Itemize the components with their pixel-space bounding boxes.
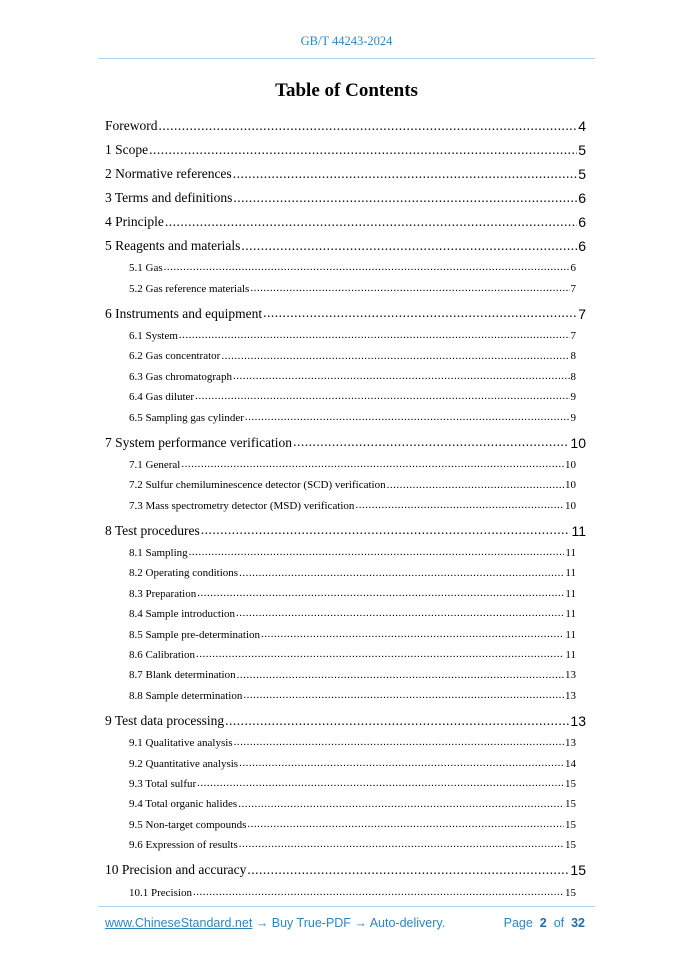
- dot-leader: [159, 119, 578, 139]
- dot-leader: [238, 799, 564, 815]
- toc-entry[interactable]: [105, 709, 586, 733]
- toc-entry-page: 6: [578, 190, 586, 206]
- dot-leader: [149, 143, 577, 163]
- header-divider: [98, 58, 595, 59]
- toc-entry[interactable]: [129, 475, 576, 495]
- dot-leader: [261, 629, 564, 645]
- toc-entry[interactable]: [129, 665, 576, 685]
- toc-entry[interactable]: [105, 186, 586, 210]
- toc-entry[interactable]: [105, 138, 586, 162]
- toc-entry-label: 7 System performance verification: [105, 434, 293, 450]
- toc-entry[interactable]: [105, 858, 586, 882]
- toc-entry[interactable]: [129, 794, 576, 814]
- table-of-contents: [105, 114, 586, 903]
- toc-entry[interactable]: [129, 624, 576, 644]
- toc-entry-label: 9.1 Qualitative analysis: [129, 737, 233, 750]
- toc-entry-label: 8.6 Calibration: [129, 649, 195, 662]
- dot-leader: [193, 887, 564, 903]
- website-link[interactable]: www.ChineseStandard.net: [105, 916, 253, 930]
- toc-entry-page: 13: [565, 669, 576, 682]
- dot-leader: [164, 262, 570, 278]
- toc-entry[interactable]: [129, 346, 576, 366]
- dot-leader: [233, 167, 578, 187]
- toc-entry-page: 5: [578, 142, 586, 158]
- dot-leader: [293, 435, 569, 455]
- toc-entry-page: 11: [565, 587, 576, 600]
- dot-leader: [387, 480, 564, 496]
- dot-leader: [234, 737, 564, 753]
- toc-entry-label: 6.1 System: [129, 329, 178, 342]
- dot-leader: [245, 412, 570, 428]
- dot-leader: [197, 778, 564, 794]
- toc-entry-label: 2 Normative references: [105, 166, 232, 181]
- toc-entry[interactable]: [129, 733, 576, 753]
- toc-entry-label: 9 Test data processing: [105, 713, 225, 729]
- toc-entry[interactable]: [129, 835, 576, 855]
- toc-entry-label: 7.2 Sulfur chemiluminescence detector (SCD) verification: [129, 479, 386, 492]
- toc-entry[interactable]: [129, 815, 576, 835]
- toc-entry-page: 11: [565, 547, 576, 560]
- toc-entry[interactable]: [129, 278, 576, 298]
- toc-entry[interactable]: [105, 431, 586, 455]
- toc-entry-page: 14: [565, 757, 576, 770]
- dot-leader: [241, 239, 577, 259]
- dot-leader: [239, 839, 564, 855]
- toc-entry-page: 13: [570, 713, 586, 730]
- toc-entry-page: 7: [578, 305, 586, 322]
- toc-entry-label: 5.2 Gas reference materials: [129, 282, 250, 295]
- toc-entry-page: 13: [565, 737, 576, 750]
- toc-entry-page: 13: [565, 689, 576, 702]
- page-indicator: Page 2 of 32: [503, 916, 585, 930]
- toc-entry[interactable]: [129, 367, 576, 387]
- toc-entry[interactable]: [105, 162, 586, 186]
- toc-entry-label: 6.3 Gas chromatograph: [129, 370, 232, 383]
- toc-entry-page: 6: [570, 262, 576, 275]
- dot-leader: [195, 391, 569, 407]
- toc-entry[interactable]: [129, 774, 576, 794]
- toc-entry-label: 9.2 Quantitative analysis: [129, 757, 239, 770]
- dot-leader: [196, 649, 564, 665]
- dot-leader: [221, 351, 569, 367]
- toc-entry-label: 6 Instruments and equipment: [105, 305, 263, 321]
- dot-leader: [179, 330, 570, 346]
- toc-entry-label: 6.5 Sampling gas cylinder: [129, 411, 244, 424]
- toc-entry-page: 8: [570, 350, 576, 363]
- toc-entry[interactable]: [129, 563, 576, 583]
- toc-entry-page: 15: [565, 798, 576, 811]
- toc-entry-label: 10 Precision and accuracy: [105, 862, 247, 878]
- toc-entry-label: 5.1 Gas: [129, 262, 163, 275]
- toc-entry-label: Foreword: [105, 118, 158, 133]
- dot-leader: [225, 714, 569, 734]
- page-title: Table of Contents: [275, 80, 418, 101]
- toc-entry-page: 10: [565, 458, 576, 471]
- toc-entry-page: 11: [565, 628, 576, 641]
- dot-leader: [239, 568, 564, 584]
- toc-entry[interactable]: [105, 302, 586, 326]
- toc-entry-label: 8.1 Sampling: [129, 547, 188, 560]
- toc-entry-label: 8.2 Operating conditions: [129, 567, 239, 580]
- toc-entry-label: 8 Test procedures: [105, 522, 200, 538]
- toc-entry-page: 4: [578, 118, 586, 134]
- toc-entry-page: 11: [565, 608, 576, 621]
- toc-entry[interactable]: [129, 543, 576, 563]
- toc-entry-page: 11: [571, 522, 586, 539]
- dot-leader: [243, 690, 564, 706]
- toc-entry-label: 9.3 Total sulfur: [129, 778, 197, 790]
- toc-entry-page: 9: [570, 411, 576, 424]
- toc-entry[interactable]: [129, 584, 576, 604]
- dot-leader: [263, 306, 577, 326]
- toc-entry-page: 9: [570, 391, 576, 404]
- toc-entry[interactable]: [129, 604, 576, 624]
- toc-entry[interactable]: [129, 387, 576, 407]
- toc-entry[interactable]: [105, 210, 586, 234]
- dot-leader: [181, 459, 564, 475]
- dot-leader: [247, 819, 564, 835]
- toc-entry[interactable]: [129, 686, 576, 706]
- toc-entry[interactable]: [105, 519, 586, 543]
- dot-leader: [233, 191, 577, 211]
- dot-leader: [239, 758, 564, 774]
- footer: [105, 916, 585, 930]
- toc-entry[interactable]: [129, 882, 576, 902]
- toc-entry-label: 1 Scope: [105, 142, 149, 157]
- toc-entry[interactable]: [129, 645, 576, 665]
- toc-entry-page: 15: [565, 818, 576, 831]
- dot-leader: [237, 670, 564, 686]
- toc-entry-label: 8.5 Sample pre-determination: [129, 628, 261, 641]
- toc-entry-label: 7.1 General: [129, 458, 181, 471]
- toc-entry[interactable]: [129, 455, 576, 475]
- toc-entry-page: 5: [578, 166, 586, 182]
- toc-entry-label: 8.7 Blank determination: [129, 669, 236, 682]
- dot-leader: [197, 588, 564, 604]
- toc-entry-page: 7: [570, 329, 576, 342]
- toc-entry-label: 4 Principle: [105, 214, 164, 229]
- toc-entry[interactable]: [129, 407, 576, 427]
- toc-entry-page: 10: [565, 479, 576, 492]
- footer-divider: [98, 906, 595, 907]
- dot-leader: [189, 547, 565, 563]
- toc-entry[interactable]: [129, 326, 576, 346]
- toc-entry-page: 11: [565, 567, 576, 580]
- toc-entry[interactable]: [105, 114, 586, 138]
- toc-entry-page: 7: [570, 282, 576, 295]
- toc-entry-page: 15: [565, 778, 576, 790]
- dot-leader: [236, 608, 564, 624]
- dot-leader: [250, 283, 569, 299]
- dot-leader: [247, 863, 569, 883]
- toc-entry-page: 8: [570, 370, 576, 383]
- toc-entry[interactable]: [129, 496, 576, 516]
- toc-entry-label: 9.4 Total organic halides: [129, 798, 238, 811]
- toc-entry[interactable]: [105, 234, 586, 258]
- toc-entry-label: 6.2 Gas concentrator: [129, 350, 221, 363]
- footer-promo: → Buy True-PDF → Auto-delivery.: [252, 916, 446, 930]
- toc-entry[interactable]: [129, 258, 576, 278]
- toc-entry-label: 8.3 Preparation: [129, 587, 197, 600]
- dot-leader: [165, 215, 577, 235]
- toc-entry[interactable]: [129, 753, 576, 773]
- toc-entry-page: 10: [565, 499, 576, 512]
- toc-entry-label: 8.8 Sample determination: [129, 689, 243, 702]
- toc-entry-page: 6: [578, 214, 586, 230]
- document-header: GB/T 44243-2024: [300, 34, 393, 48]
- toc-entry-label: 10.1 Precision: [129, 886, 192, 899]
- dot-leader: [201, 523, 571, 543]
- toc-entry-page: 11: [565, 649, 576, 662]
- toc-entry-label: 5 Reagents and materials: [105, 238, 241, 253]
- toc-entry-label: 9.6 Expression of results: [129, 839, 238, 852]
- toc-entry-page: 6: [578, 238, 586, 254]
- toc-entry-label: 3 Terms and definitions: [105, 190, 233, 205]
- toc-entry-page: 15: [565, 886, 576, 899]
- dot-leader: [355, 500, 564, 516]
- dot-leader: [233, 371, 570, 387]
- toc-entry-page: 15: [565, 839, 576, 852]
- toc-entry-label: 8.4 Sample introduction: [129, 608, 236, 621]
- toc-entry-page: 10: [570, 434, 586, 451]
- toc-entry-label: 6.4 Gas diluter: [129, 391, 195, 404]
- toc-entry-label: 9.5 Non-target compounds: [129, 818, 247, 831]
- toc-entry-page: 15: [570, 862, 586, 879]
- toc-entry-label: 7.3 Mass spectrometry detector (MSD) verification: [129, 499, 355, 512]
